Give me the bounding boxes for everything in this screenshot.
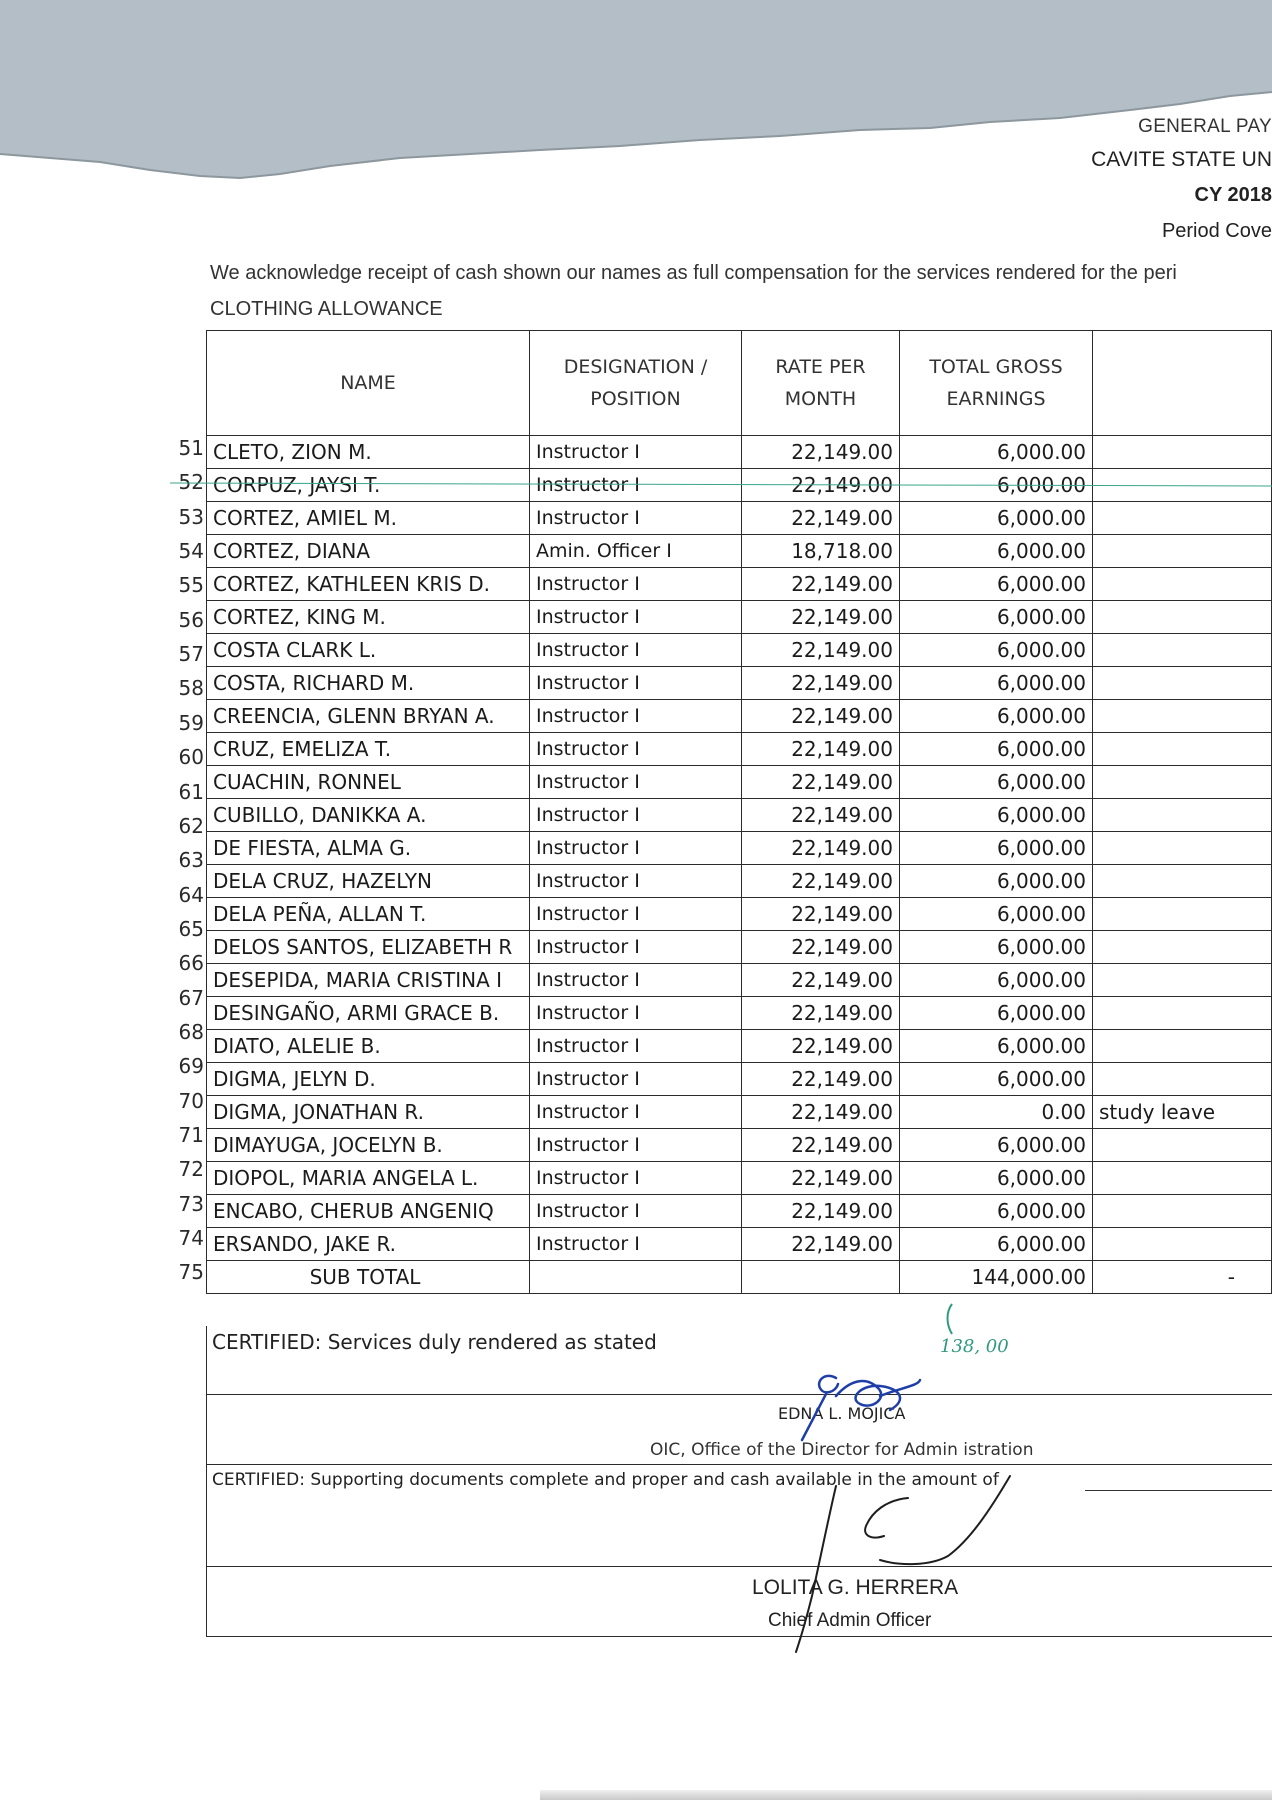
subtotal-label: SUB TOTAL: [207, 1261, 530, 1294]
total-gross: 6,000.00: [900, 700, 1093, 733]
header-gross: TOTAL GROSS EARNINGS: [900, 331, 1093, 436]
row-number: 63: [178, 848, 204, 873]
rate-per-month: 22,149.00: [742, 1030, 900, 1063]
employee-name: CRUZ, EMELIZA T.: [207, 733, 530, 766]
total-gross: 6,000.00: [900, 898, 1093, 931]
employee-name: DESEPIDA, MARIA CRISTINA I: [207, 964, 530, 997]
signatory-1-name: EDNA L. MOJICA: [778, 1404, 906, 1423]
total-gross: 6,000.00: [900, 1195, 1093, 1228]
employee-name: ERSANDO, JAKE R.: [207, 1228, 530, 1261]
total-gross: 6,000.00: [900, 667, 1093, 700]
designation: Amin. Officer I: [530, 535, 742, 568]
total-gross: 6,000.00: [900, 832, 1093, 865]
designation: Instructor I: [530, 469, 742, 502]
designation: Instructor I: [530, 1063, 742, 1096]
designation: Instructor I: [530, 766, 742, 799]
handwritten-total: 138, 00: [940, 1336, 1009, 1357]
total-gross: 6,000.00: [900, 1030, 1093, 1063]
total-gross: 6,000.00: [900, 766, 1093, 799]
acknowledgement-text: We acknowledge receipt of cash shown our names as full compensation for the services rendered for the peri: [210, 262, 1177, 284]
designation: Instructor I: [530, 700, 742, 733]
total-gross: 6,000.00: [900, 733, 1093, 766]
rate-per-month: 22,149.00: [742, 898, 900, 931]
allowance-type: CLOTHING ALLOWANCE: [210, 298, 443, 320]
employee-name: CORPUZ, JAYSI T.: [207, 469, 530, 502]
rate-per-month: 22,149.00: [742, 931, 900, 964]
employee-name: DIGMA, JELYN D.: [207, 1063, 530, 1096]
row-number: 71: [178, 1123, 204, 1147]
employee-name: CREENCIA, GLENN BRYAN A.: [207, 700, 530, 733]
employee-name: DESINGAÑO, ARMI GRACE B.: [207, 997, 530, 1030]
total-gross: 0.00: [900, 1096, 1093, 1129]
handwritten-bracket: [948, 1304, 953, 1334]
rate-per-month: 22,149.00: [742, 1162, 900, 1195]
row-number: 51: [178, 436, 204, 460]
remark: study leave: [1093, 1096, 1272, 1129]
calendar-year: CY 2018: [1194, 184, 1272, 206]
employee-name: ENCABO, CHERUB ANGENIQ: [207, 1195, 530, 1228]
rate-per-month: 22,149.00: [742, 1129, 900, 1162]
header-rate: RATE PER MONTH: [742, 331, 900, 436]
signatory-1-title: OIC, Office of the Director for Admin istration: [650, 1440, 1034, 1460]
row-number: 62: [178, 813, 204, 838]
total-gross: 6,000.00: [900, 634, 1093, 667]
employee-name: CORTEZ, AMIEL M.: [207, 502, 530, 535]
employee-name: CORTEZ, KING M.: [207, 601, 530, 634]
signature-1-icon: [802, 1376, 920, 1440]
row-number: 69: [178, 1054, 204, 1079]
rate-per-month: 22,149.00: [742, 865, 900, 898]
row-number: 64: [178, 882, 204, 907]
rate-per-month: 22,149.00: [742, 634, 900, 667]
total-gross: 6,000.00: [900, 436, 1093, 469]
rate-per-month: 22,149.00: [742, 733, 900, 766]
total-gross: 6,000.00: [900, 964, 1093, 997]
total-gross: 6,000.00: [900, 865, 1093, 898]
designation: Instructor I: [530, 832, 742, 865]
designation: Instructor I: [530, 502, 742, 535]
total-gross: 6,000.00: [900, 1063, 1093, 1096]
row-number: 57: [178, 642, 204, 667]
row-number: 68: [178, 1019, 204, 1044]
row-number: 52: [178, 470, 204, 495]
total-gross: 6,000.00: [900, 931, 1093, 964]
employee-name: DIATO, ALELIE B.: [207, 1030, 530, 1063]
designation: Instructor I: [530, 436, 742, 469]
employee-name: COSTA CLARK L.: [207, 634, 530, 667]
total-gross: 6,000.00: [900, 502, 1093, 535]
row-number: 59: [178, 710, 204, 735]
rate-per-month: 22,149.00: [742, 601, 900, 634]
row-number: 55: [178, 573, 204, 598]
designation: Instructor I: [530, 634, 742, 667]
designation: Instructor I: [530, 1195, 742, 1228]
subtotal-remark: -: [1093, 1261, 1272, 1294]
designation: Instructor I: [530, 799, 742, 832]
rate-per-month: 22,149.00: [742, 964, 900, 997]
subtotal-gross: 144,000.00: [900, 1261, 1093, 1294]
signature-2-icon: [796, 1476, 1010, 1652]
designation: Instructor I: [530, 865, 742, 898]
designation: Instructor I: [530, 568, 742, 601]
row-number: 72: [178, 1157, 204, 1182]
rate-per-month: 18,718.00: [742, 535, 900, 568]
row-number: 65: [178, 916, 204, 941]
rate-per-month: 22,149.00: [742, 997, 900, 1030]
employee-name: CUBILLO, DANIKKA A.: [207, 799, 530, 832]
designation: Instructor I: [530, 667, 742, 700]
designation: Instructor I: [530, 733, 742, 766]
employee-name: DIGMA, JONATHAN R.: [207, 1096, 530, 1129]
rate-per-month: 22,149.00: [742, 1228, 900, 1261]
designation: Instructor I: [530, 601, 742, 634]
row-number: 75: [178, 1260, 204, 1285]
signatory-2-title: Chief Admin Officer: [768, 1610, 932, 1631]
total-gross: 6,000.00: [900, 1129, 1093, 1162]
rate-per-month: 22,149.00: [742, 700, 900, 733]
university-name: CAVITE STATE UN: [1091, 148, 1272, 171]
total-gross: 6,000.00: [900, 997, 1093, 1030]
total-gross: 6,000.00: [900, 469, 1093, 502]
employee-name: COSTA, RICHARD M.: [207, 667, 530, 700]
certification-documents-text: CERTIFIED: Supporting documents complete and proper and cash available in the amount of: [212, 1470, 999, 1490]
rate-per-month: 22,149.00: [742, 436, 900, 469]
total-gross: 6,000.00: [900, 799, 1093, 832]
rate-per-month: 22,149.00: [742, 1063, 900, 1096]
page-bottom-edge: [540, 1790, 1272, 1800]
rate-per-month: 22,149.00: [742, 799, 900, 832]
designation: Instructor I: [530, 931, 742, 964]
employee-name: CORTEZ, DIANA: [207, 535, 530, 568]
total-gross: 6,000.00: [900, 1228, 1093, 1261]
employee-name: CLETO, ZION M.: [207, 436, 530, 469]
designation: Instructor I: [530, 1129, 742, 1162]
header-designation: DESIGNATION / POSITION: [530, 331, 742, 436]
header-name: NAME: [207, 331, 530, 436]
rate-per-month: 22,149.00: [742, 667, 900, 700]
designation: Instructor I: [530, 1030, 742, 1063]
rate-per-month: 22,149.00: [742, 568, 900, 601]
designation: Instructor I: [530, 1162, 742, 1195]
employee-name: DELA CRUZ, HAZELYN: [207, 865, 530, 898]
rate-per-month: 22,149.00: [742, 832, 900, 865]
designation: Instructor I: [530, 898, 742, 931]
employee-name: DIMAYUGA, JOCELYN B.: [207, 1129, 530, 1162]
rate-per-month: 22,149.00: [742, 1195, 900, 1228]
rate-per-month: 22,149.00: [742, 502, 900, 535]
row-number: 73: [178, 1191, 204, 1216]
employee-name: DELOS SANTOS, ELIZABETH R: [207, 931, 530, 964]
row-number: 66: [178, 951, 204, 976]
certification-services-text: CERTIFIED: Services duly rendered as stated: [212, 1330, 657, 1354]
signatory-2-name: LOLITA G. HERRERA: [752, 1576, 959, 1599]
row-number: 54: [178, 539, 204, 564]
employee-name: DIOPOL, MARIA ANGELA L.: [207, 1162, 530, 1195]
row-number: 58: [178, 676, 204, 701]
row-number: 74: [178, 1226, 204, 1251]
designation: Instructor I: [530, 997, 742, 1030]
employee-name: CUACHIN, RONNEL: [207, 766, 530, 799]
total-gross: 6,000.00: [900, 568, 1093, 601]
designation: Instructor I: [530, 1096, 742, 1129]
rate-per-month: 22,149.00: [742, 1096, 900, 1129]
designation: Instructor I: [530, 1228, 742, 1261]
row-number: 61: [178, 779, 204, 804]
employee-name: DELA PEÑA, ALLAN T.: [207, 898, 530, 931]
row-number: 56: [178, 607, 204, 632]
payroll-title: GENERAL PAY: [1138, 116, 1272, 137]
total-gross: 6,000.00: [900, 601, 1093, 634]
row-number: 53: [178, 504, 204, 529]
employee-name: CORTEZ, KATHLEEN KRIS D.: [207, 568, 530, 601]
row-number: 67: [178, 985, 204, 1010]
designation: Instructor I: [530, 964, 742, 997]
row-number: 70: [178, 1088, 204, 1113]
total-gross: 6,000.00: [900, 1162, 1093, 1195]
row-number: 60: [178, 745, 204, 770]
employee-name: DE FIESTA, ALMA G.: [207, 832, 530, 865]
total-gross: 6,000.00: [900, 535, 1093, 568]
rate-per-month: 22,149.00: [742, 469, 900, 502]
period-covered: Period Cove: [1161, 220, 1272, 242]
rate-per-month: 22,149.00: [742, 766, 900, 799]
